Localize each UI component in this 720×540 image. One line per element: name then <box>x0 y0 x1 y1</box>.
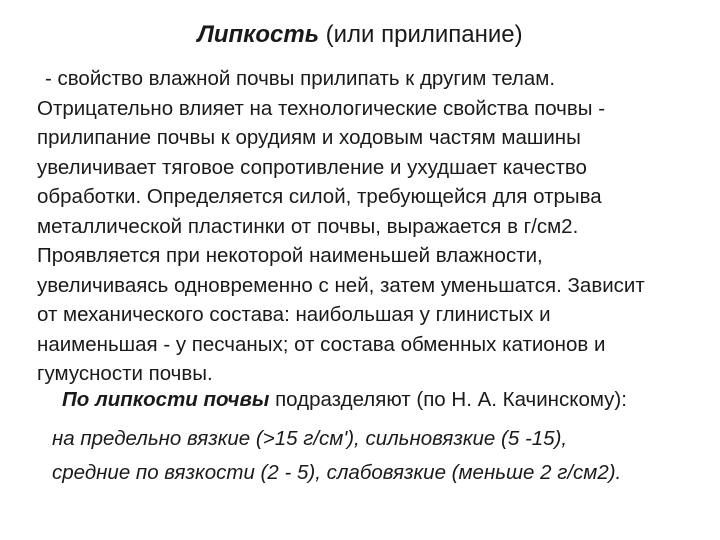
body-line: обработки. Определяется силой, требующейся для отрыва <box>37 185 602 208</box>
title-alt-term: (или прилипание) <box>318 21 523 48</box>
slide-title <box>0 20 720 50</box>
body-line: прилипание почвы к орудиям и ходовым частям машины <box>37 126 581 149</box>
body-paragraph <box>37 64 687 389</box>
body-line: - свойство влажной почвы прилипать к другим телам. <box>45 67 556 90</box>
classification-line-1: на предельно вязкие (>15 г/см'), сильновязкие (5 -15), <box>52 427 568 450</box>
body-line: металлической пластинки от почвы, выражается в г/см2. <box>37 214 579 238</box>
classification-lead: По липкости почвы <box>62 388 270 411</box>
body-line: Отрицательно влияет на технологические свойства почвы - <box>37 96 606 120</box>
body-line: увеличиваясь одновременно с ней, затем уменьшатся. Зависит <box>37 273 645 297</box>
classification-line-2: средние по вязкости (2 - 5), слабовязкие (меньше 2 г/см2). <box>52 461 622 484</box>
title-term: Липкость <box>197 21 319 48</box>
body-line: Проявляется при некоторой наименьшей влажности, <box>37 244 543 267</box>
classification-intro <box>62 385 720 415</box>
body-line: от механического состава: наибольшая у глинистых и <box>37 303 551 326</box>
body-line: гумусности почвы. <box>37 362 213 385</box>
body-line: наименьшая - у песчаных; от состава обменных катионов и <box>37 332 606 356</box>
classification-source: подразделяют (по Н. А. Качинскому): <box>269 388 627 411</box>
body-line: увеличивает тяговое сопротивление и ухудшает качество <box>37 155 587 179</box>
